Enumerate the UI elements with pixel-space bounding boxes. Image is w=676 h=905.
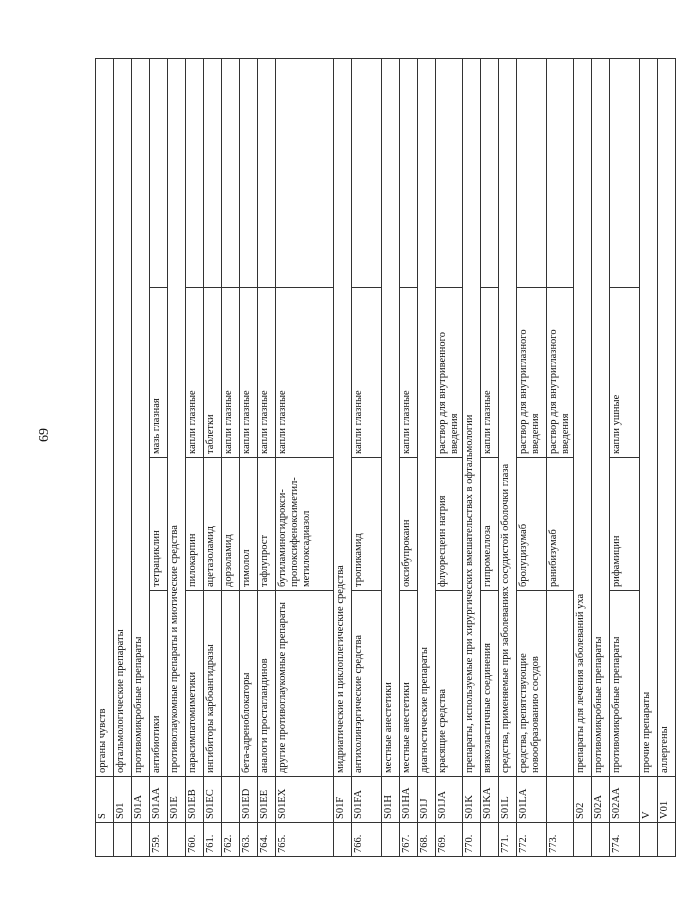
dosage-form-cell: капли глазные <box>276 288 334 458</box>
dosage-form-cell: мазь глазная <box>150 288 168 458</box>
dosage-form-cell: капли глазные <box>481 288 499 458</box>
row-number-cell <box>96 823 114 857</box>
table-row <box>258 58 276 856</box>
group-name-cell: диагностические препараты <box>418 58 436 776</box>
dosage-form-cell: капли глазные <box>222 288 240 458</box>
table-row <box>204 58 222 856</box>
row-number-cell <box>592 823 610 857</box>
row-number-cell <box>168 823 186 857</box>
dosage-form-cell: раствор для внутриглазного введения <box>547 288 574 458</box>
atc-code-cell: S01EC <box>204 777 222 823</box>
atc-code-cell: S01L <box>499 777 517 823</box>
table-row <box>132 58 150 856</box>
dosage-form-cell: капли глазные <box>400 288 418 458</box>
atc-code-cell: S01AA <box>150 777 168 823</box>
empty-cell <box>481 58 499 287</box>
group-name-cell: вязкоэластичные соединения <box>481 591 499 777</box>
table-row <box>382 58 400 856</box>
group-name-cell: антихолинэргические средства <box>352 591 382 777</box>
table-row <box>499 58 517 856</box>
empty-cell <box>517 58 547 287</box>
group-name-cell: органы чувств <box>96 58 114 776</box>
group-name-cell: прочие препараты <box>640 58 658 776</box>
group-name-cell: ингибиторы карбоангидразы <box>204 591 222 777</box>
drug-name-cell: тимолол <box>240 458 258 591</box>
group-name-cell: мидриатические и циклоплегические средства <box>334 58 352 776</box>
drug-name-cell: ацетазоламид <box>204 458 222 591</box>
empty-cell <box>240 58 258 287</box>
atc-code-cell: S01K <box>463 777 481 823</box>
table-row <box>547 58 574 856</box>
empty-cell <box>352 58 382 287</box>
atc-code-cell: S02 <box>574 777 592 823</box>
empty-cell <box>436 58 463 287</box>
row-number-cell: 769. <box>436 823 463 857</box>
dosage-form-cell: раствор для внутривенного введения <box>436 288 463 458</box>
table-row <box>463 58 481 856</box>
table-row <box>610 58 640 856</box>
table-row <box>436 58 463 856</box>
empty-cell <box>400 58 418 287</box>
drug-name-cell: оксибупрокаин <box>400 458 418 591</box>
atc-code-cell: S01E <box>168 777 186 823</box>
atc-code-cell: S01EE <box>258 777 276 823</box>
group-name-cell: препараты для лечения заболеваний уха <box>574 58 592 776</box>
table-row <box>186 58 204 856</box>
empty-cell <box>150 58 168 287</box>
row-number-cell: 761. <box>204 823 222 857</box>
drug-name-cell: бутиламиногидрокси-пропоксифеноксиметил-метилоксадиазол <box>276 458 334 591</box>
row-number-cell <box>382 823 400 857</box>
atc-code-cell: S01ED <box>240 777 258 823</box>
dosage-form-cell: капли глазные <box>258 288 276 458</box>
dosage-form-cell: капли глазные <box>186 288 204 458</box>
dosage-form-cell: капли ушные <box>610 288 640 458</box>
atc-code-cell: S01 <box>114 777 132 823</box>
atc-code-cell: S01A <box>132 777 150 823</box>
group-name-cell: местные анестетики <box>382 58 400 776</box>
atc-code-cell: S01F <box>334 777 352 823</box>
group-name-cell: парасимпатомиметики <box>186 591 204 777</box>
group-name-cell: противомикробные препараты <box>592 58 610 776</box>
atc-code-cell: S01EB <box>186 777 204 823</box>
group-name-cell: противоглаукомные препараты и миотические средства <box>168 58 186 776</box>
row-number-cell: 773. <box>547 823 574 857</box>
table-row <box>150 58 168 856</box>
row-number-cell: 772. <box>517 823 547 857</box>
table-row <box>400 58 418 856</box>
group-name-cell: средства, препятствующие новообразованию сосудов <box>517 591 547 777</box>
table-row <box>222 58 240 856</box>
atc-code-cell: S01HA <box>400 777 418 823</box>
table-row <box>640 58 658 856</box>
group-name-cell: бета-адреноблокаторы <box>240 591 258 777</box>
atc-code-cell: V <box>640 777 658 823</box>
row-number-cell <box>334 823 352 857</box>
group-name-cell: местные анестетики <box>400 591 418 777</box>
empty-cell <box>222 58 240 287</box>
page-number: 69 <box>37 428 52 442</box>
atc-code-cell: S01J <box>418 777 436 823</box>
drug-name-cell: гипромеллоза <box>481 458 499 591</box>
empty-cell <box>610 58 640 287</box>
row-number-cell: 767. <box>400 823 418 857</box>
table-row <box>592 58 610 856</box>
rotated-table-container <box>95 59 671 857</box>
atc-code-cell: S01LA <box>517 777 547 823</box>
table-row <box>96 58 114 856</box>
row-number-cell: 760. <box>186 823 204 857</box>
drug-name-cell: тафлупрост <box>258 458 276 591</box>
group-name-cell: аллергены <box>658 58 676 776</box>
row-number-cell <box>574 823 592 857</box>
group-name-cell: красящие средства <box>436 591 463 777</box>
row-number-cell: 771. <box>499 823 517 857</box>
drug-list-table <box>95 58 676 857</box>
table-row <box>418 58 436 856</box>
group-name-cell: другие противоглаукомные препараты <box>276 591 334 777</box>
row-number-cell: 764. <box>258 823 276 857</box>
table-row <box>114 58 132 856</box>
row-number-cell <box>658 823 676 857</box>
atc-code-cell: S01H <box>382 777 400 823</box>
row-number-cell: 763. <box>240 823 258 857</box>
atc-code-cell <box>222 777 240 823</box>
drug-name-cell: дорзоламид <box>222 458 240 591</box>
drug-name-cell: флуоресцеин натрия <box>436 458 463 591</box>
group-name-cell: антибиотики <box>150 591 168 777</box>
table-row <box>481 58 499 856</box>
atc-code-cell <box>547 777 574 823</box>
dosage-form-cell: капли глазные <box>352 288 382 458</box>
group-name-cell: противомикробные препараты <box>132 58 150 776</box>
row-number-cell <box>481 823 499 857</box>
atc-code-cell: S01KA <box>481 777 499 823</box>
row-number-cell <box>640 823 658 857</box>
row-number-cell: 774. <box>610 823 640 857</box>
drug-name-cell: тропикамид <box>352 458 382 591</box>
row-number-cell: 766. <box>352 823 382 857</box>
row-number-cell: 768. <box>418 823 436 857</box>
table-row <box>658 58 676 856</box>
row-number-cell: 762. <box>222 823 240 857</box>
group-name-cell: средства, применяемые при заболеваниях сосудистой оболочки глаза <box>499 58 517 776</box>
atc-code-cell: S01FA <box>352 777 382 823</box>
group-name-cell: офтальмологические препараты <box>114 58 132 776</box>
drug-name-cell: бролуцизумаб <box>517 458 547 591</box>
group-name-cell: препараты, используемые при хирургических вмешательствах в офтальмологии <box>463 58 481 776</box>
empty-cell <box>258 58 276 287</box>
group-name-cell: аналоги простагландинов <box>258 591 276 777</box>
group-name-cell: противомикробные препараты <box>610 591 640 777</box>
table-row <box>517 58 547 856</box>
atc-code-cell: S01EX <box>276 777 334 823</box>
atc-code-cell: S02A <box>592 777 610 823</box>
group-name-cell <box>547 591 574 777</box>
dosage-form-cell: капли глазные <box>240 288 258 458</box>
row-number-cell: 765. <box>276 823 334 857</box>
table-row <box>352 58 382 856</box>
empty-cell <box>186 58 204 287</box>
empty-cell <box>276 58 334 287</box>
group-name-cell <box>222 591 240 777</box>
empty-cell <box>547 58 574 287</box>
drug-name-cell: ранибизумаб <box>547 458 574 591</box>
row-number-cell: 770. <box>463 823 481 857</box>
atc-code-cell: S02AA <box>610 777 640 823</box>
atc-code-cell: S <box>96 777 114 823</box>
dosage-form-cell: таблетки <box>204 288 222 458</box>
row-number-cell <box>114 823 132 857</box>
table-row <box>334 58 352 856</box>
table-row <box>276 58 334 856</box>
atc-code-cell: S01JA <box>436 777 463 823</box>
empty-cell <box>204 58 222 287</box>
row-number-cell: 759. <box>150 823 168 857</box>
drug-name-cell: пилокарпин <box>186 458 204 591</box>
table-row <box>168 58 186 856</box>
dosage-form-cell: раствор для внутриглазного введения <box>517 288 547 458</box>
table-row <box>574 58 592 856</box>
table-row <box>240 58 258 856</box>
drug-name-cell: тетрациклин <box>150 458 168 591</box>
drug-name-cell: рифамицин <box>610 458 640 591</box>
row-number-cell <box>132 823 150 857</box>
atc-code-cell: V01 <box>658 777 676 823</box>
